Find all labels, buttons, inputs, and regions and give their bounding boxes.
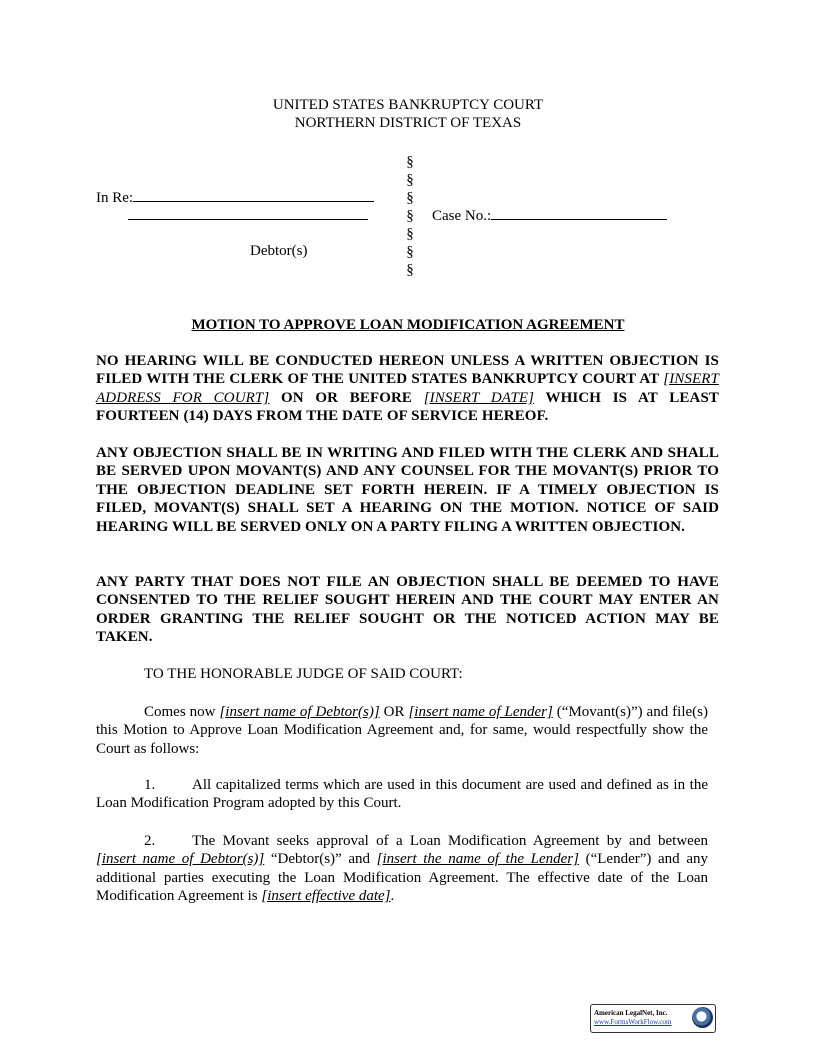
debtor-label: Debtor(s) [250, 243, 308, 259]
insert-effective-date-field[interactable]: [insert effective date] [261, 888, 391, 905]
seal-icon [692, 1007, 713, 1028]
insert-lender-name-field[interactable]: [insert the name of the Lender] [376, 851, 579, 868]
paragraph-text: (“Lender”) and any additional parties executing the Loan Modification Agreement. The effective date of the Loan Modification Agreement is [96, 851, 708, 905]
insert-date-field[interactable]: [INSERT DATE] [423, 389, 535, 406]
numbered-paragraph-1 [96, 776, 708, 813]
logo-website-link[interactable]: www.FormsWorkFlow.com [594, 1018, 672, 1026]
notice-1-text: NO HEARING WILL BE CONDUCTED HEREON UNLESS A WRITTEN OBJECTION IS FILED WITH THE CLERK OF THE UNITED STATES BANKRUPTCY COURT AT [96, 353, 719, 388]
in-re-blank[interactable] [133, 188, 374, 202]
intro-text: (“Movant(s)”) and file(s) this Motion to Approve Loan Modification Agreement and, for same, would respectfully show the Court as follows: [96, 704, 708, 757]
intro-text: OR [383, 704, 405, 720]
notice-paragraph-2: ANY OBJECTION SHALL BE IN WRITING AND FILED WITH THE CLERK AND SHALL BE SERVED UPON MOVANT(S) AND ANY COUNSEL FOR THE MOVANT(S) PRIOR TO THE OBJECTION DEADLINE SET FORTH HEREIN. IF A TIMELY OBJECTION IS FILED, MOVANT(S) SHALL SET A HEARING ON THE MOTION. NOTICE OF SAID HEARING WILL BE SERVED ONLY ON A PARTY FILING A WRITTEN OBJECTION. [96, 445, 719, 535]
paragraph-number: 2. [144, 833, 156, 849]
section-symbol: § [406, 172, 414, 188]
section-symbol-column [404, 153, 416, 279]
insert-court-address-field[interactable]: [INSERT ADDRESS FOR COURT] [96, 371, 719, 406]
court-name: UNITED STATES BANKRUPTCY COURT [272, 97, 544, 113]
document-title: MOTION TO APPROVE LOAN MODIFICATION AGREEMENT [191, 317, 625, 333]
intro-paragraph [96, 703, 708, 758]
in-re-line [96, 188, 374, 207]
numbered-paragraph-2 [96, 832, 708, 906]
debtor-name-blank[interactable] [128, 206, 368, 220]
notice-1-text: WHICH IS AT LEAST FOURTEEN (14) DAYS FROM THE DATE OF SERVICE HEREOF. [96, 389, 719, 425]
section-symbol: § [406, 226, 414, 242]
section-symbol: § [406, 244, 414, 260]
insert-lender-name-field[interactable]: [insert name of Lender] [408, 704, 553, 720]
paragraph-text: All capitalized terms which are used in this document are used and defined as in the Loan Modification Program adopted by this Court. [96, 777, 708, 812]
paragraph-text: . [390, 888, 395, 905]
paragraph-text: “Debtor(s)” and [270, 851, 370, 868]
notice-paragraph-3: ANY PARTY THAT DOES NOT FILE AN OBJECTION SHALL BE DEEMED TO HAVE CONSENTED TO THE RELIEF SOUGHT HEREIN AND THE COURT MAY ENTER AN ORDER GRANTING THE RELIEF SOUGHT OR THE NOTICED ACTION MAY BE TAKEN. [96, 574, 719, 646]
section-symbol: § [406, 190, 414, 206]
salutation: TO THE HONORABLE JUDGE OF SAID COURT: [144, 666, 463, 682]
section-symbol: § [406, 208, 414, 224]
intro-text: Comes now [144, 704, 216, 720]
notice-1-text: ON OR BEFORE [280, 389, 413, 406]
paragraph-text: The Movant seeks approval of a Loan Modification Agreement by and between [192, 833, 708, 849]
in-re-label: In Re: [96, 190, 134, 206]
court-district: NORTHERN DISTRICT OF TEXAS [294, 115, 522, 131]
case-no-label: Case No.: [432, 208, 492, 224]
notice-paragraph-1 [96, 352, 719, 426]
insert-debtor-name-field[interactable]: [insert name of Debtor(s)] [219, 704, 380, 720]
section-symbol: § [406, 154, 414, 170]
insert-debtor-name-field[interactable]: [insert name of Debtor(s)] [96, 851, 265, 868]
logo-company-name: American LegalNet, Inc. [594, 1009, 668, 1017]
case-no-blank[interactable] [491, 206, 667, 220]
american-legalnet-logo[interactable] [590, 1004, 716, 1033]
case-no-line [432, 206, 667, 225]
section-symbol: § [406, 262, 414, 278]
paragraph-number: 1. [144, 777, 156, 793]
debtor-name-line [128, 206, 368, 225]
